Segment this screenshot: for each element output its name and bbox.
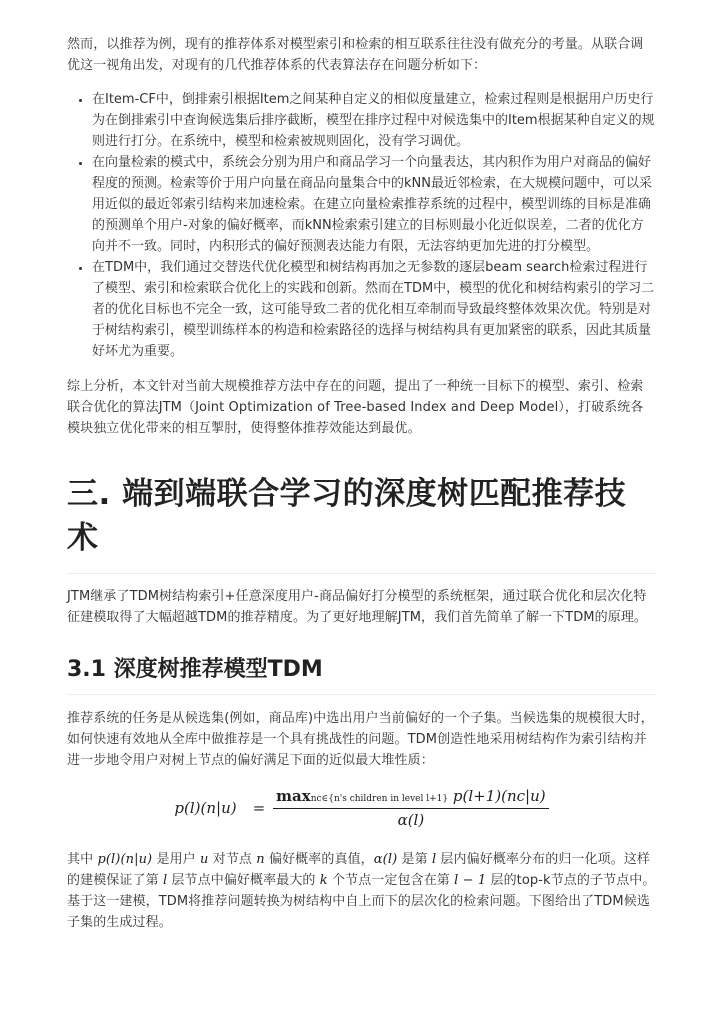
formula-lhs: p(l)(n|u)	[174, 799, 237, 817]
formula-max-subscript: nc∈{n's children in level l+1}	[310, 794, 449, 804]
math-term: p(l)(n|u)	[97, 852, 153, 867]
tdm-paragraph: 推荐系统的任务是从候选集(例如，商品库)中选出用户当前偏好的一个子集。当候选集的规模很大时，如何快速有效地从全库中做推荐是一个具有挑战性的问题。TDM创造性地采用树结构作为索引结构并进一步地令用户对树上节点的偏好满足下面的近似最大堆性质：	[67, 711, 654, 768]
text-segment: 层节点中偏好概率最大的	[167, 873, 320, 888]
text-segment: 层内偏好概率分布的归一化项。这样的建模保证了第	[67, 852, 651, 888]
summary-paragraph: 综上分析，本文针对当前大规模推荐方法中存在的问题，提出了一种统一目标下的模型、索引、检索联合优化的算法JTM（Joint Optimization of Tree-based Index and Deep Model），打破系统各模块独立优化带来的相互掣肘，使得整体推荐效能达到最优。	[67, 379, 644, 436]
jtm-intro-paragraph: JTM继承了TDM树结构索引+任意深度用户-商品偏好打分模型的系统框架，通过联合优化和层次化特征建模取得了大幅超越TDM的推荐精度。为了更好地理解JTM，我们首先简单了解一下TDM的原理。	[67, 589, 648, 625]
text-segment: 对节点	[208, 852, 257, 867]
math-term: l	[162, 873, 168, 888]
formula-explanation-paragraph	[67, 849, 656, 933]
formula-equals: =	[252, 799, 266, 817]
max-heap-formula	[67, 785, 656, 831]
math-term: l	[431, 852, 437, 867]
text-segment: 其中	[67, 852, 98, 867]
text-segment: 是第	[397, 852, 432, 867]
math-term: l − 1	[454, 873, 487, 888]
text-segment: 层的top-k节点的子节点中。基于这一建模，TDM将推荐问题转换为树结构中自上而下的层次化的检索问题。下图给出了TDM候选子集的生成过程。	[67, 873, 656, 930]
list-item-tdm: • 在TDM中，我们通过交替迭代优化模型和树结构再加之无参数的逐层beam search检索过程进行了模型、索引和检索联合优化上的实践和创新。然而在TDM中，模型的优化和树结构索引的学习二者的优化目标也不完全一致，这可能导致二者的优化相互牵制而导致最终整体效果次优。特别是对于树结构索引，模型训练样本的构造和检索路径的选择与树结构具有更加紧密的联系，因此其质量好坏尤为重要。	[92, 257, 656, 362]
section-3-heading: 三. 端到端联合学习的深度树匹配推荐技术	[67, 472, 656, 574]
intro-paragraph: 然而，以推荐为例，现有的推荐体系对模型索引和检索的相互联系往往没有做充分的考量。从联合调优这一视角出发，对现有的几代推荐体系的代表算法存在问题分析如下：	[67, 37, 644, 73]
math-term: u	[200, 852, 209, 867]
formula-max-operator: max	[276, 787, 311, 805]
math-term: α(l)	[373, 852, 398, 867]
text-segment: 偏好概率的真值，	[264, 852, 374, 867]
text-segment: 是用户	[152, 852, 200, 867]
formula-numerator	[273, 787, 548, 809]
section-3-1-heading: 3.1 深度树推荐模型TDM	[67, 654, 656, 695]
math-term: k	[319, 873, 328, 888]
list-item-vector-retrieval: • 在向量检索的模式中，系统会分别为用户和商品学习一个向量表达，其内积作为用户对商品的偏好程度的预测。检索等价于用户向量在商品向量集合中的kNN最近邻检索，在大规模问题中，可以采用近似的最近邻索引结构来加速检索。在建立向量检索推荐系统的过程中，模型训练的目标是准确的预测单个用户-对象的偏好概率，而kNN检索索引建立的目标则最小化近似误差，二者的优化方向并不一致。同时，内积形式的偏好预测表达能力有限，无法容纳更加先进的打分模型。	[92, 152, 656, 257]
list-item-item-cf: • 在Item-CF中，倒排索引根据Item之间某种自定义的相似度量建立，检索过程则是根据用户历史行为在倒排索引中查询候选集后排序截断，模型在排序过程中对候选集中的Item根据某种自定义的规则进行打分。在系统中，模型和检索被规则固化，没有学习调优。	[92, 89, 656, 152]
formula-denominator: α(l)	[397, 811, 425, 829]
formula-fraction	[273, 787, 548, 829]
formula-numerator-term: p(l+1)(nc|u)	[452, 787, 546, 805]
math-term: n	[256, 852, 265, 867]
text-segment: 个节点一定包含在第	[327, 873, 455, 888]
problem-analysis-list	[67, 89, 656, 362]
